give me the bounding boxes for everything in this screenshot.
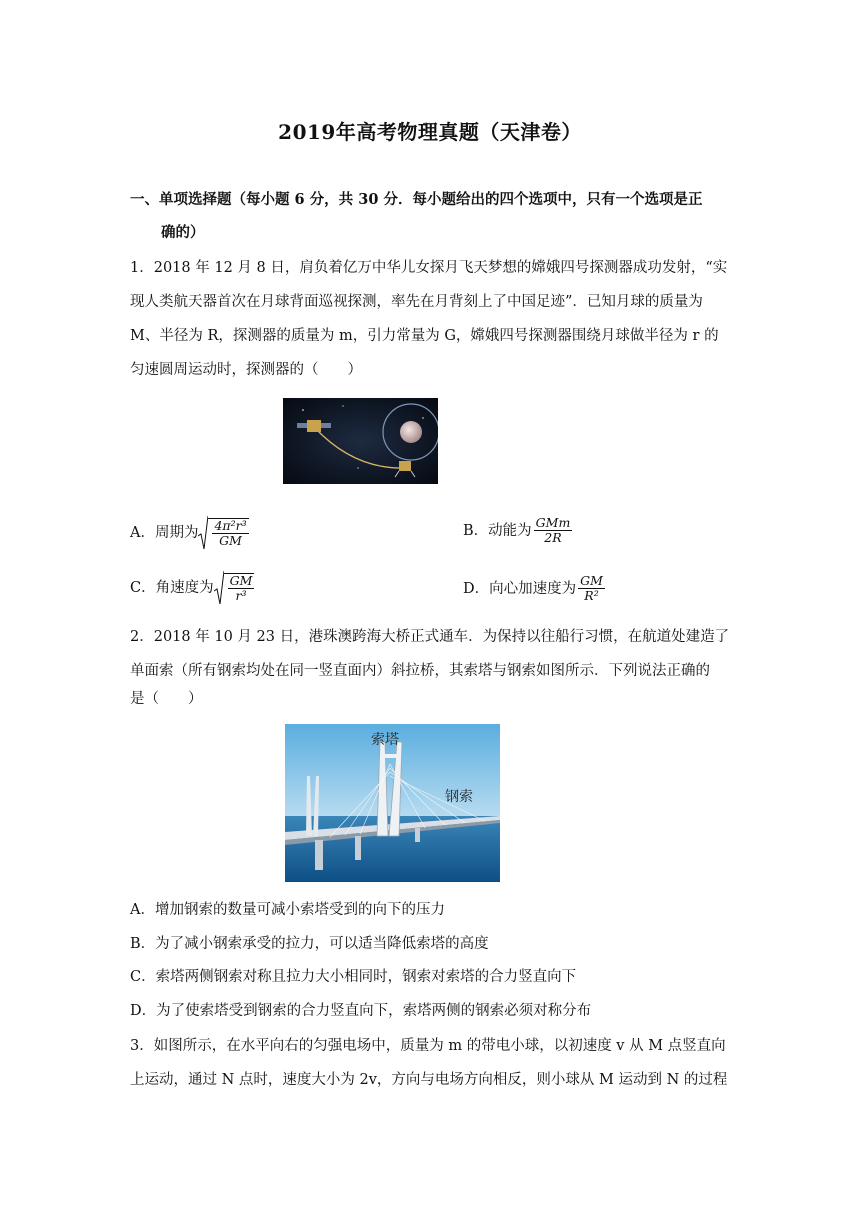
q1-option-a-label: A．周期为 bbox=[130, 525, 199, 541]
q1-option-a bbox=[130, 516, 249, 550]
q2-option-b: B．为了减小钢索承受的拉力，可以适当降低索塔的高度 bbox=[130, 936, 489, 952]
section-heading-line2: 确的） bbox=[161, 224, 205, 241]
sqrt-symbol bbox=[214, 571, 255, 605]
sqrt-symbol bbox=[198, 516, 248, 550]
bridge-label-tower: 索塔 bbox=[371, 732, 399, 748]
q1-option-a-fraction: $\frac{\text{4π²r³}}{GM}$ bbox=[214, 518, 247, 548]
q1-line-2: 现人类航天器首次在月球背面巡视探测，率先在月背刻上了中国足迹”．已知月球的质量为 bbox=[130, 294, 703, 310]
q1-line-1: 1．2018 年 12 月 8 日，肩负着亿万中华儿女探月飞天梦想的嫦娥四号探测器成功发射，“实 bbox=[130, 260, 728, 276]
q3-line-2: 上运动，通过 N 点时，速度大小为 2v，方向与电场方向相反，则小球从 M 运动到 N 的过程 bbox=[130, 1072, 728, 1088]
q1-option-c-fraction: $\frac{GM}{\text{r³}}$ bbox=[229, 573, 253, 603]
q1-option-c bbox=[130, 571, 254, 605]
q1-option-b-fraction: $\frac{\text{GMm}}{2R}$ bbox=[535, 515, 571, 545]
bridge-label-cable: 钢索 bbox=[445, 789, 473, 805]
q1-option-b-label: B．动能为 bbox=[463, 522, 532, 539]
q1-option-d-label: D．向心加速度为 bbox=[463, 580, 577, 597]
q1-option-c-label: C．角速度为 bbox=[130, 580, 214, 596]
q2-option-a: A．增加钢索的数量可减小索塔受到的向下的压力 bbox=[130, 902, 445, 918]
q2-line-1: 2．2018 年 10 月 23 日，港珠澳跨海大桥正式通车．为保持以往船行习惯，在航道处建造了 bbox=[130, 629, 730, 645]
q1-option-b bbox=[463, 516, 572, 545]
q2-line-3: 是（ ） bbox=[130, 691, 203, 707]
section-heading-line1: 一、单项选择题（每小题 6 分，共 30 分．每小题给出的四个选项中，只有一个选项是正 bbox=[130, 191, 703, 208]
q3-line-1: 3．如图所示，在水平向右的匀强电场中，质量为 m 的带电小球，以初速度 v 从 M 点竖直向 bbox=[130, 1038, 726, 1054]
bridge-image bbox=[285, 724, 500, 882]
chang-e-probe-image bbox=[283, 398, 438, 484]
q1-line-4: 匀速圆周运动时，探测器的（ ） bbox=[130, 362, 362, 378]
q1-line-3: M、半径为 R，探测器的质量为 m，引力常量为 G，嫦娥四号探测器围绕月球做半径为 r 的 bbox=[130, 328, 719, 344]
q1-option-d-fraction: $\frac{GM}{\text{R²}}$ bbox=[580, 573, 603, 603]
q2-option-d: D．为了使索塔受到钢索的合力竖直向下，索塔两侧的钢索必须对称分布 bbox=[130, 1003, 592, 1019]
page-title: 2019年高考物理真题（天津卷） bbox=[278, 120, 582, 144]
q2-line-2: 单面索（所有钢索均处在同一竖直面内）斜拉桥，其索塔与钢索如图所示．下列说法正确的 bbox=[130, 663, 710, 679]
q2-option-c: C．索塔两侧钢索对称且拉力大小相同时，钢索对索塔的合力竖直向下 bbox=[130, 969, 577, 985]
q1-option-d bbox=[463, 574, 605, 603]
